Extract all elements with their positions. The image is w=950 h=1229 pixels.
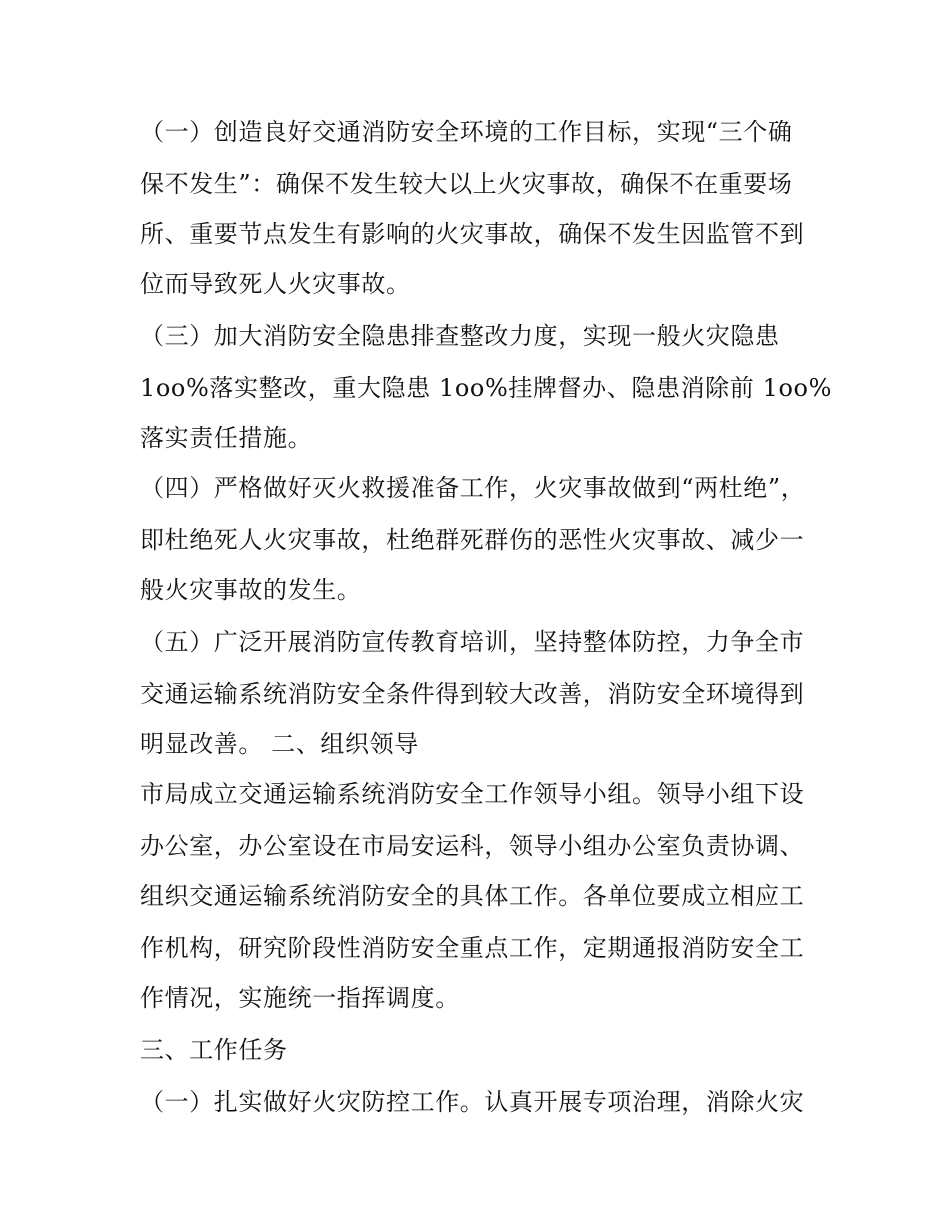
text-line-1: （一）创造良好交通消防安全环境的工作目标，实现“三个确 xyxy=(140,118,793,146)
text-line-20: （一）扎实做好火灾防控工作。认真开展专项治理，消除火灾 xyxy=(140,1088,805,1116)
text-line-8: （四）严格做好灭火救援准备工作，火灾事故做到“两杜绝”， xyxy=(140,474,806,502)
text-line-18: 作情况，实施统一指挥调度。 xyxy=(140,984,460,1012)
text-line-17: 作机构，研究阶段性消防安全重点工作，定期通报消防安全工 xyxy=(140,934,805,962)
text-line-13: 明显改善。 二、组织领导 xyxy=(140,730,419,758)
text-line-6: 1oo%落实整改，重大隐患 1oo%挂牌督办、隐患消除前 1oo% xyxy=(140,374,832,402)
text-line-12: 交通运输系统消防安全条件得到较大改善，消防安全环境得到 xyxy=(140,680,805,708)
text-line-10: 般火灾事故的发生。 xyxy=(140,576,362,604)
text-line-7: 落实责任措施。 xyxy=(140,424,313,452)
text-line-4: 位而导致死人火灾事故。 xyxy=(140,270,411,298)
text-line-16: 组织交通运输系统消防安全的具体工作。各单位要成立相应工 xyxy=(140,882,805,910)
text-line-19: 三、工作任务 xyxy=(140,1036,288,1064)
text-line-9: 即杜绝死人火灾事故，杜绝群死群伤的恶性火灾事故、减少一 xyxy=(140,526,805,554)
text-line-2: 保不发生”：确保不发生较大以上火灾事故，确保不在重要场 xyxy=(140,170,793,198)
text-line-3: 所、重要节点发生有影响的火灾事故，确保不发生因监管不到 xyxy=(140,220,805,248)
text-line-14: 市局成立交通运输系统消防安全工作领导小组。领导小组下设 xyxy=(140,780,805,808)
text-line-15: 办公室，办公室设在市局安运科，领导小组办公室负责协调、 xyxy=(140,832,805,860)
text-line-5: （三）加大消防安全隐患排查整改力度，实现一般火灾隐患 xyxy=(140,322,780,350)
text-line-11: （五）广泛开展消防宣传教育培训，坚持整体防控，力争全市 xyxy=(140,628,805,656)
